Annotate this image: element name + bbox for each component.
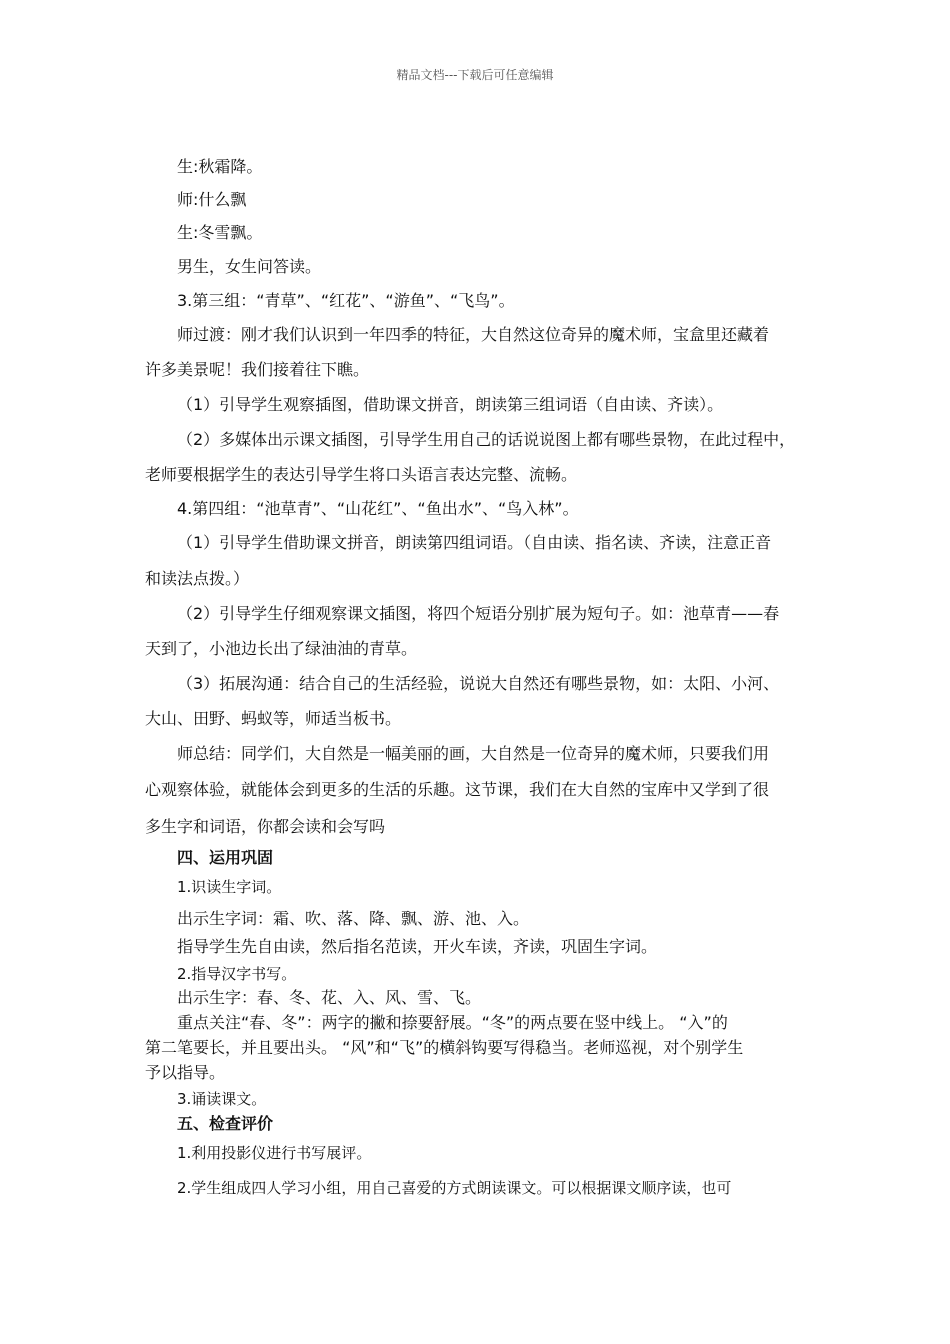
section-heading: 四、运用巩固	[177, 848, 274, 867]
list-item: 2.学生组成四人学习小组，用自己喜爱的方式朗读课文。可以根据课文顺序读，也可	[177, 1179, 732, 1197]
paragraph-line: 重点关注“春、冬”：两字的撇和捺要舒展。“冬”的两点要在竖中线上。 “入”的	[177, 1013, 728, 1032]
paragraph-line: （2）引导学生仔细观察课文插图，将四个短语分别扩展为短句子。如：池草青——春	[177, 604, 780, 623]
paragraph-line: （2）多媒体出示课文插图，引导学生用自己的话说说图上都有哪些景物，在此过程中，	[177, 430, 796, 449]
paragraph-line: 男生，女生问答读。	[177, 257, 322, 276]
paragraph-line: （1）引导学生借助课文拼音，朗读第四组词语。（自由读、指名读、齐读，注意正音	[177, 533, 772, 552]
paragraph-line: 第二笔要长，并且要出头。 “风”和“飞”的横斜钩要写得稳当。老师巡视，对个别学生	[145, 1038, 744, 1057]
list-item: 1.利用投影仪进行书写展评。	[177, 1144, 372, 1162]
paragraph-line: 出示生字：春、冬、花、入、风、雪、飞。	[177, 988, 482, 1007]
paragraph-line: 出示生字词：霜、吹、落、降、飘、游、池、入。	[177, 909, 530, 928]
paragraph-line: 多生字和词语，你都会读和会写吗	[145, 817, 386, 836]
dialogue-line: 生:秋霜降。	[177, 157, 263, 176]
list-item: 1.识读生字词。	[177, 878, 282, 896]
paragraph-line: 大山、田野、蚂蚁等，师适当板书。	[145, 709, 402, 728]
paragraph-line: （1）引导学生观察插图，借助课文拼音，朗读第三组词语（自由读、齐读）。	[177, 395, 724, 414]
paragraph-line: 和读法点拨。）	[145, 569, 250, 588]
paragraph-line: 师过渡：刚才我们认识到一年四季的特征，大自然这位奇异的魔术师，宝盒里还藏着	[177, 325, 770, 344]
paragraph-line: 4.第四组：“池草青”、“山花红”、“鱼出水”、“鸟入林”。	[177, 499, 579, 518]
paragraph-line: 师总结：同学们，大自然是一幅美丽的画，大自然是一位奇异的魔术师，只要我们用	[177, 744, 770, 763]
paragraph-line: 老师要根据学生的表达引导学生将口头语言表达完整、流畅。	[145, 465, 578, 484]
dialogue-line: 师:什么飘	[177, 190, 247, 209]
dialogue-line: 生:冬雪飘。	[177, 223, 263, 242]
paragraph-line: 许多美景呢！我们接着往下瞧。	[145, 360, 370, 379]
paragraph-line: 心观察体验，就能体会到更多的生活的乐趣。这节课，我们在大自然的宝库中又学到了很	[145, 780, 770, 799]
paragraph-line: 指导学生先自由读，然后指名范读，开火车读，齐读，巩固生字词。	[177, 937, 658, 956]
page-header: 精品文档---下载后可任意编辑	[396, 68, 554, 82]
paragraph-line: （3）拓展沟通：结合自己的生活经验，说说大自然还有哪些景物，如：太阳、小河、	[177, 674, 780, 693]
section-heading: 五、检查评价	[177, 1114, 274, 1133]
paragraph-line: 3.第三组：“青草”、“红花”、“游鱼”、“飞鸟”。	[177, 291, 515, 310]
paragraph-line: 予以指导。	[145, 1063, 226, 1082]
list-item: 3.诵读课文。	[177, 1090, 267, 1108]
paragraph-line: 天到了，小池边长出了绿油油的青草。	[145, 639, 418, 658]
list-item: 2.指导汉字书写。	[177, 965, 297, 983]
